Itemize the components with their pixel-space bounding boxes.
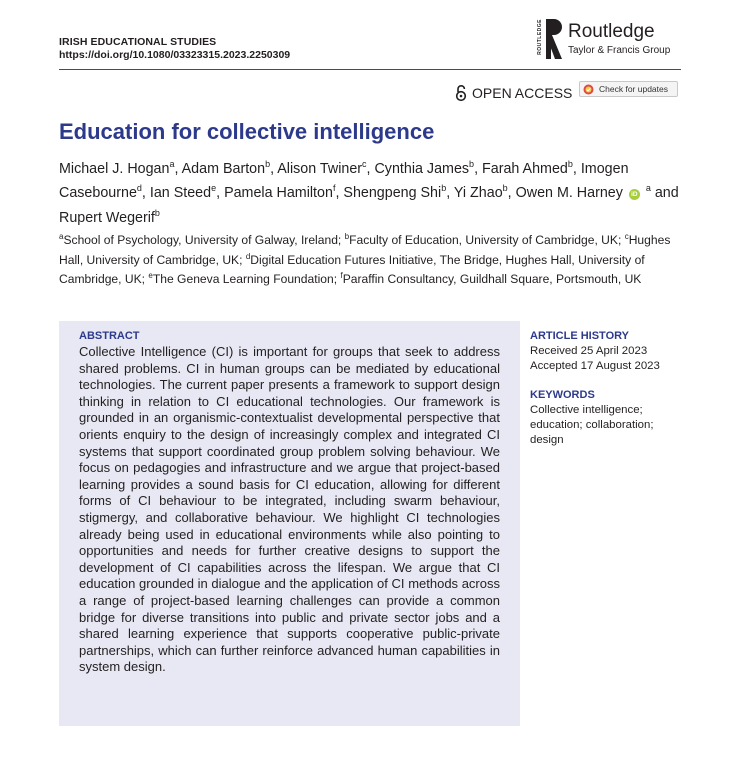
author-name: Farah Ahmed — [482, 160, 568, 177]
open-access-badge — [455, 84, 572, 102]
open-access-label: OPEN ACCESS — [472, 85, 573, 101]
keywords-heading: KEYWORDS — [530, 389, 595, 401]
orcid-icon[interactable]: iD — [629, 189, 640, 200]
author-name: Owen M. Harney — [515, 185, 623, 202]
author-affiliation-mark: a — [169, 159, 175, 169]
abstract-heading: ABSTRACT — [79, 330, 140, 342]
affiliation-text: Faculty of Education, University of Cambridge, UK; — [349, 233, 625, 248]
abstract-text: Collective Intelligence (CI) is important for groups that seek to address shared problems. CI in human groups can be mediated by educational technologies. The current paper presents a framework to support design thinking in relation to CI educational technologies. Our framework is grounded in an organismic-contextualist developmental perspective that orients enquiry to the design of increasingly complex and integrated CI systems that support coordinated group problem solving behaviour. We focus on pedagogies and infrastructure and we argue that project-based learning provides a sound basis for CI education, allowing for different forms of CI behaviour to be integrated, including swarm behaviour, stigmergy, and collaborative behaviour. We highlight CI technologies already being used in educational environments while also pointing to opportunities and needs for further creative designs to support the development of CI capabilities across the lifespan. We argue that CI education grounded in dialogue and the application of CI methods across a range of project-based learning challenges can provide a common bridge for diverse transitions into public and private sector jobs and a shared learning experience that supports cooperative public-private partnerships, which can further reinforce advanced human capabilities in system design. — [79, 344, 500, 675]
publisher-vertical-text: ROUTLEDGE — [537, 19, 543, 55]
affiliation-mark: e — [148, 271, 153, 281]
affiliation-mark: c — [624, 232, 629, 241]
received-date: Received 25 April 2023 — [530, 345, 648, 357]
affiliation-text: Hughes Hall, University of Cambridge, UK; — [59, 233, 671, 267]
author-affiliation-mark: b — [567, 159, 573, 169]
author-affiliation-mark: b — [154, 207, 160, 218]
affiliation-text: Paraffin Consultancy, Guildhall Square, Portsmouth, UK — [342, 272, 642, 287]
author-affiliation-mark: b — [265, 159, 271, 169]
author-name: Shengpeng Shi — [343, 185, 442, 202]
author-name: Cynthia James — [374, 160, 470, 177]
article-title: Education for collective intelligence — [59, 119, 435, 144]
author-name: Michael J. Hogan — [59, 160, 170, 177]
affiliation-text: The Geneva Learning Foundation; — [152, 272, 341, 287]
author-affiliation-mark: e — [211, 183, 217, 194]
publisher-logo[interactable] — [537, 17, 687, 62]
affiliation-mark: a — [59, 232, 64, 241]
keywords-text: Collective intelligence; education; collaboration; design — [530, 404, 654, 446]
affiliation-mark: b — [344, 232, 350, 241]
author-affiliation-mark: b — [441, 183, 447, 194]
author-name: Pamela Hamilton — [224, 185, 333, 202]
affiliation-mark: d — [245, 251, 251, 261]
author-affiliation-mark: b — [502, 183, 508, 194]
journal-name: IRISH EDUCATIONAL STUDIES — [59, 36, 217, 48]
doi-link[interactable]: https://doi.org/10.1080/03323315.2023.2250309 — [59, 49, 291, 61]
affiliation-text: School of Psychology, University of Galway, Ireland; — [63, 233, 345, 248]
header-divider — [59, 69, 681, 70]
author-affiliation-mark: b — [469, 159, 475, 169]
author-affiliation-mark: c — [362, 159, 367, 169]
check-updates-label: Check for updates — [599, 84, 668, 94]
open-lock-icon — [455, 84, 467, 102]
article-history — [530, 344, 680, 374]
affiliations — [59, 229, 689, 288]
article-history-heading: ARTICLE HISTORY — [530, 330, 630, 342]
crossmark-icon — [583, 84, 594, 95]
author-list: Michael J. Hogan$^a$, Adam Barton$^b$, Alison Twiner$^c$, Cynthia James$^b$, Farah Ahmed$^b$, Imogen Casebourne$^d$, Ian Steed$^e$, Pamela Hamilton$^f$, Shengpeng Shi$^b$, Yi Zhao$^b$, Owen M. Harney iD $^a$ and Rupert Wegerif$^b$ — [59, 159, 679, 226]
author-affiliation-mark: d — [136, 183, 142, 194]
check-updates-button[interactable] — [579, 81, 678, 97]
author-name: Alison Twiner — [277, 160, 363, 177]
publisher-subtitle: Taylor & Francis Group — [568, 45, 671, 56]
author-name: Adam Barton — [181, 160, 266, 177]
author-name: Rupert Wegerif — [59, 209, 155, 226]
affiliation-text: Digital Education Futures Initiative, The Bridge, Hughes Hall, University of Cambridge, UK; — [59, 252, 645, 287]
author-name: Ian Steed — [149, 185, 212, 202]
author-name: Imogen Casebourne — [59, 160, 629, 202]
author-affiliation-mark: f — [332, 183, 336, 194]
publisher-name: Routledge — [568, 21, 655, 42]
accepted-date: Accepted 17 August 2023 — [530, 359, 660, 372]
author-affiliation-mark: a — [645, 183, 651, 194]
affiliation-mark: f — [340, 271, 343, 281]
author-name: Yi Zhao — [453, 185, 503, 202]
